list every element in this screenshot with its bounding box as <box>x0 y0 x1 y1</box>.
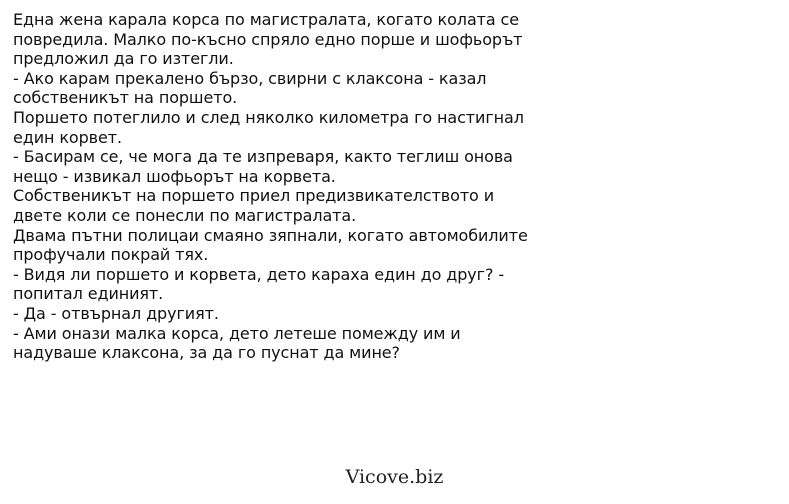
joke-line: Собственикът на поршето приел предизвикателството и <box>13 186 495 206</box>
joke-line: предложил да го изтегли. <box>13 49 234 69</box>
joke-line: Една жена карала корса по магистралата, когато колата се <box>13 10 519 29</box>
joke-line: - Ако карам прекалено бързо, свирни с клаксона - казал <box>13 68 487 88</box>
joke-line: - Ами онази малка корса, дето летеше помежду им и <box>13 323 461 343</box>
joke-line: надуваше клаксона, за да го пуснат да мине? <box>13 343 400 363</box>
joke-line: - Видя ли поршето и корвета, дето караха един до друг? - <box>13 264 504 284</box>
joke-line: един корвет. <box>13 127 122 147</box>
joke-line: повредила. Малко по-късно спряло едно порше и шофьорът <box>13 29 523 49</box>
site-name: Vicove.biz <box>345 466 444 488</box>
joke-line: попитал единият. <box>13 284 164 304</box>
joke-line: Поршето потеглило и след няколко километра го настигнал <box>13 107 524 127</box>
joke-text <box>13 10 583 363</box>
joke-line: профучали покрай тях. <box>13 245 209 265</box>
site-watermark <box>0 466 789 488</box>
joke-line: - Да - отвърнал другият. <box>13 303 219 323</box>
joke-line: двете коли се понесли по магистралата. <box>13 205 357 225</box>
joke-line: Двама пътни полицаи смаяно зяпнали, когато автомобилите <box>13 225 528 245</box>
joke-line: собственикът на поршето. <box>13 88 238 108</box>
joke-line: - Басирам се, че мога да те изпреваря, както теглиш онова <box>13 147 513 167</box>
joke-line: нещо - извикал шофьорът на корвета. <box>13 166 336 186</box>
